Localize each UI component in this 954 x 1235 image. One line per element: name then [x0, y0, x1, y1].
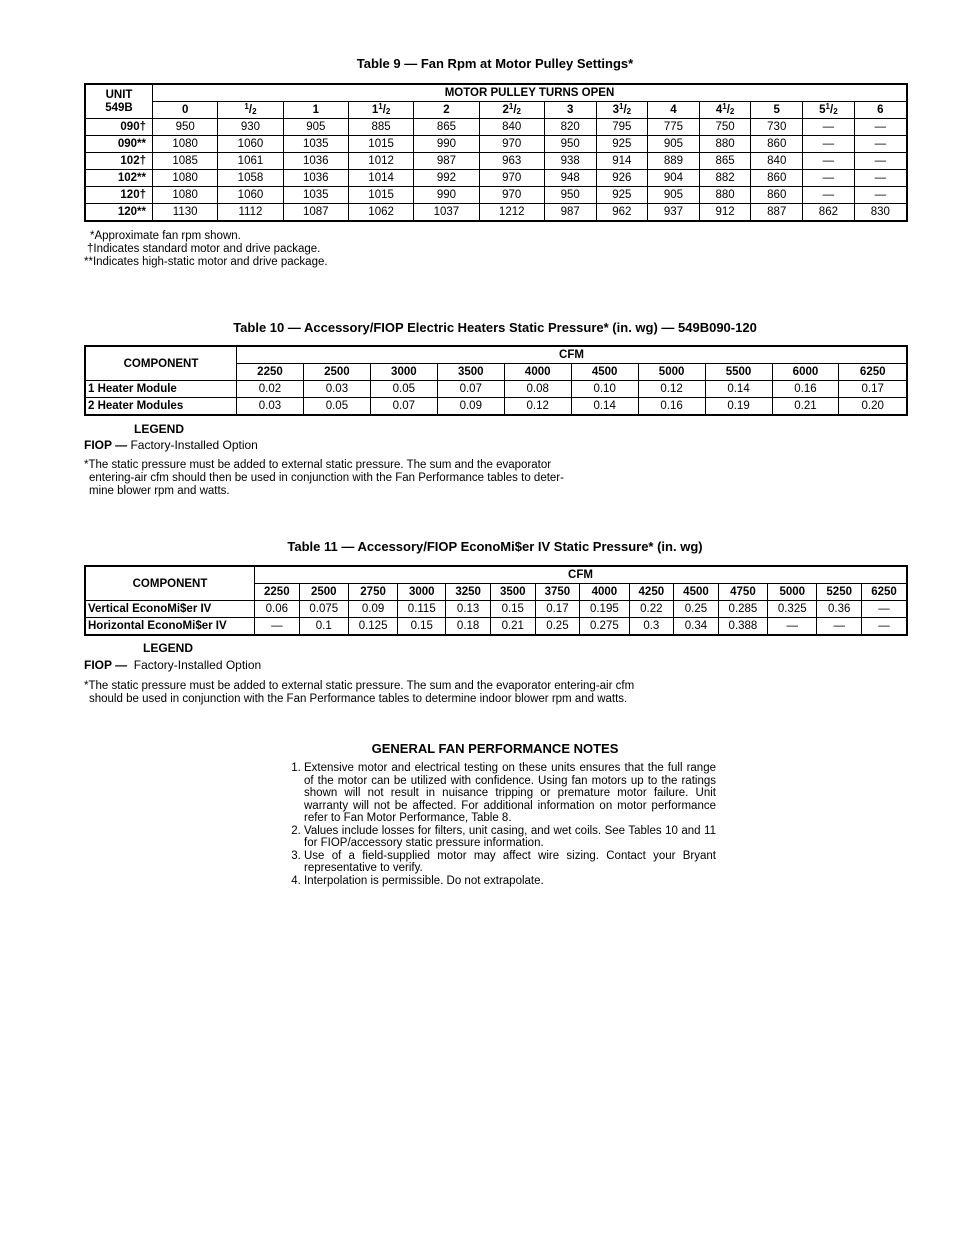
rpm-cell: 775	[648, 119, 700, 136]
table-row	[85, 398, 907, 416]
pressure-cell: 0.17	[535, 601, 580, 618]
pressure-cell: 0.15	[490, 601, 535, 618]
legend-text: Factory-Installed Option	[130, 438, 258, 452]
pressure-cell: 0.20	[839, 398, 907, 416]
footnote-line: *The static pressure must be added to external static pressure. The sum and the evaporator	[84, 459, 552, 471]
rpm-cell: 1060	[218, 136, 283, 153]
footnote: **Indicates high-static motor and drive package.	[84, 256, 328, 268]
table11-legend-title: LEGEND	[143, 641, 194, 655]
unit-cell: 102†	[85, 153, 153, 170]
unit-cell: 102**	[85, 170, 153, 187]
table10-component-header: COMPONENT	[85, 346, 237, 381]
col-header: 3	[544, 102, 596, 119]
pressure-cell: 0.12	[638, 381, 705, 398]
pressure-cell: 0.195	[580, 601, 629, 618]
table-row	[85, 170, 907, 187]
table10-group-header: CFM	[237, 346, 908, 364]
pressure-cell: —	[768, 618, 817, 636]
table11-title: Table 11 — Accessory/FIOP EconoMi$er IV Static Pressure* (in. wg)	[287, 539, 703, 554]
table-row	[85, 187, 907, 204]
cfm-col-header: 3000	[370, 364, 437, 381]
rpm-cell: 1080	[153, 136, 218, 153]
table10-footnote	[84, 459, 564, 498]
rpm-cell: —	[854, 119, 907, 136]
legend-key: FIOP —	[84, 658, 128, 672]
rpm-cell: 904	[648, 170, 700, 187]
rpm-cell: 750	[699, 119, 751, 136]
rpm-cell: 905	[648, 187, 700, 204]
footnote-line: entering-air cfm should then be used in conjunction with the Fan Performance tables to deter-	[89, 472, 564, 484]
cfm-col-header: 6250	[862, 584, 907, 601]
pressure-cell: 0.3	[629, 618, 674, 636]
rpm-cell: 1087	[283, 204, 348, 222]
rpm-cell: 912	[699, 204, 751, 222]
cfm-col-header: 5500	[705, 364, 772, 381]
rpm-cell: 1015	[348, 187, 413, 204]
rpm-cell: 1015	[348, 136, 413, 153]
rpm-cell: 865	[699, 153, 751, 170]
legend-text: Factory-Installed Option	[133, 658, 262, 672]
rpm-cell: 1058	[218, 170, 283, 187]
rpm-cell: 925	[596, 187, 648, 204]
rpm-cell: 1062	[348, 204, 413, 222]
pressure-cell: —	[862, 618, 907, 636]
pressure-cell: 0.285	[718, 601, 767, 618]
rpm-cell: 905	[283, 119, 348, 136]
cfm-col-header: 5000	[768, 584, 817, 601]
pressure-cell: —	[862, 601, 907, 618]
pressure-cell: 0.125	[348, 618, 397, 636]
component-cell: Horizontal EconoMi$er IV	[85, 618, 255, 636]
rpm-cell: 1212	[479, 204, 544, 222]
rpm-cell: 1130	[153, 204, 218, 222]
cfm-col-header: 3500	[437, 364, 504, 381]
table9	[84, 83, 908, 222]
pressure-cell: 0.14	[571, 398, 638, 416]
cfm-col-header: 6250	[839, 364, 907, 381]
pressure-cell: 0.22	[629, 601, 674, 618]
rpm-cell: 987	[414, 153, 479, 170]
table9-title: Table 9 — Fan Rpm at Motor Pulley Settings*	[356, 56, 634, 71]
footnote-line: should be used in conjunction with the Fan Performance tables to determine indoor blower rpm and watts.	[89, 693, 628, 705]
rpm-cell: —	[854, 136, 907, 153]
rpm-cell: 990	[414, 136, 479, 153]
col-header: $4^1/_2$	[699, 102, 751, 119]
notes-title: GENERAL FAN PERFORMANCE NOTES	[371, 741, 619, 756]
rpm-cell: 970	[479, 136, 544, 153]
table9-unit-header: UNIT 549B	[85, 84, 153, 119]
pressure-cell: 0.14	[705, 381, 772, 398]
rpm-cell: 889	[648, 153, 700, 170]
cfm-col-header: 5000	[638, 364, 705, 381]
cfm-col-header: 4000	[504, 364, 571, 381]
footnote-line: mine blower rpm and watts.	[89, 485, 230, 497]
pressure-cell: 0.275	[580, 618, 629, 636]
rpm-cell: 1035	[283, 187, 348, 204]
rpm-cell: 860	[751, 136, 803, 153]
rpm-cell: 1112	[218, 204, 283, 222]
rpm-cell: 938	[544, 153, 596, 170]
pressure-cell: 0.05	[370, 381, 437, 398]
col-header: $1^1/_2$	[348, 102, 413, 119]
rpm-cell: 914	[596, 153, 648, 170]
footnote: †Indicates standard motor and drive package.	[87, 243, 321, 255]
rpm-cell: 1085	[153, 153, 218, 170]
rpm-cell: 840	[479, 119, 544, 136]
cfm-col-header: 2250	[255, 584, 300, 601]
cfm-col-header: 4250	[629, 584, 674, 601]
table11	[84, 565, 908, 636]
rpm-cell: 970	[479, 170, 544, 187]
pressure-cell: 0.15	[398, 618, 446, 636]
rpm-cell: 840	[751, 153, 803, 170]
rpm-cell: 930	[218, 119, 283, 136]
rpm-cell: 860	[751, 187, 803, 204]
pressure-cell: 0.18	[446, 618, 491, 636]
pressure-cell: 0.13	[446, 601, 491, 618]
rpm-cell: 862	[803, 204, 855, 222]
rpm-cell: 1036	[283, 153, 348, 170]
pressure-cell: 0.19	[705, 398, 772, 416]
cfm-col-header: 3250	[446, 584, 491, 601]
note-item: 1. Extensive motor and electrical testing on these units ensures that the full range of the motor can be utilized with confidence. Using fan motors up to the ratings shown will not result in nuisance tripping or premature motor failure. Unit warranty will not be affected. For additional information on motor performance refer to Fan Motor Performance, Table 8.	[304, 762, 716, 825]
col-header: $^1/_2$	[218, 102, 283, 119]
col-header: 2	[414, 102, 479, 119]
component-cell: 1 Heater Module	[85, 381, 237, 398]
cfm-col-header: 3500	[490, 584, 535, 601]
rpm-cell: 880	[699, 187, 751, 204]
pressure-cell: 0.075	[299, 601, 348, 618]
pressure-cell: 0.325	[768, 601, 817, 618]
pressure-cell: 0.03	[303, 381, 370, 398]
pressure-cell: 0.10	[571, 381, 638, 398]
table11-component-header: COMPONENT	[85, 566, 255, 601]
rpm-cell: 1014	[348, 170, 413, 187]
footnote-line: *The static pressure must be added to external static pressure. The sum and the evaporator entering-air cfm	[84, 680, 635, 692]
cfm-col-header: 5250	[817, 584, 862, 601]
rpm-cell: 963	[479, 153, 544, 170]
col-header: 1	[283, 102, 348, 119]
table-row	[85, 119, 907, 136]
table11-footnote	[84, 680, 634, 706]
rpm-cell: 937	[648, 204, 700, 222]
rpm-cell: —	[854, 153, 907, 170]
pressure-cell: 0.115	[398, 601, 446, 618]
rpm-cell: —	[803, 170, 855, 187]
rpm-cell: —	[854, 187, 907, 204]
cfm-col-header: 2750	[348, 584, 397, 601]
table-row	[85, 601, 907, 618]
table11-legend-row	[84, 658, 261, 672]
rpm-cell: —	[854, 170, 907, 187]
pressure-cell: —	[817, 618, 862, 636]
pressure-cell: 0.17	[839, 381, 907, 398]
pressure-cell: 0.25	[535, 618, 580, 636]
rpm-cell: 860	[751, 170, 803, 187]
pressure-cell: 0.02	[237, 381, 304, 398]
rpm-cell: 1035	[283, 136, 348, 153]
pressure-cell: 0.09	[437, 398, 504, 416]
notes-list	[290, 762, 716, 887]
cfm-col-header: 4500	[571, 364, 638, 381]
rpm-cell: 865	[414, 119, 479, 136]
rpm-cell: 882	[699, 170, 751, 187]
rpm-cell: 926	[596, 170, 648, 187]
col-header: 6	[854, 102, 907, 119]
rpm-cell: 970	[479, 187, 544, 204]
unit-cell: 120†	[85, 187, 153, 204]
pressure-cell: 0.21	[772, 398, 839, 416]
pressure-cell: 0.25	[674, 601, 719, 618]
rpm-cell: 950	[544, 187, 596, 204]
table-row	[85, 204, 907, 222]
table11-group-header: CFM	[255, 566, 908, 584]
pressure-cell: 0.34	[674, 618, 719, 636]
pressure-cell: 0.16	[772, 381, 839, 398]
pressure-cell: 0.07	[437, 381, 504, 398]
rpm-cell: 905	[648, 136, 700, 153]
rpm-cell: 1012	[348, 153, 413, 170]
rpm-cell: 990	[414, 187, 479, 204]
rpm-cell: 950	[544, 136, 596, 153]
rpm-cell: 795	[596, 119, 648, 136]
rpm-cell: 885	[348, 119, 413, 136]
pressure-cell: 0.36	[817, 601, 862, 618]
rpm-cell: —	[803, 136, 855, 153]
cfm-col-header: 2250	[237, 364, 304, 381]
note-item: 4. Interpolation is permissible. Do not extrapolate.	[304, 875, 716, 888]
rpm-cell: 1080	[153, 187, 218, 204]
table-row	[85, 381, 907, 398]
rpm-cell: 820	[544, 119, 596, 136]
component-cell: 2 Heater Modules	[85, 398, 237, 416]
table10	[84, 345, 908, 416]
rpm-cell: 1060	[218, 187, 283, 204]
note-item: 3. Use of a field-supplied motor may affect wire sizing. Contact your Bryant representative to verify.	[304, 850, 716, 875]
rpm-cell: 1036	[283, 170, 348, 187]
rpm-cell: —	[803, 187, 855, 204]
table10-legend-title: LEGEND	[134, 422, 185, 436]
rpm-cell: 962	[596, 204, 648, 222]
rpm-cell: 880	[699, 136, 751, 153]
rpm-cell: 887	[751, 204, 803, 222]
cfm-col-header: 4750	[718, 584, 767, 601]
table10-title: Table 10 — Accessory/FIOP Electric Heaters Static Pressure* (in. wg) — 549B090-120	[233, 320, 757, 335]
rpm-cell: —	[803, 119, 855, 136]
col-header: 4	[648, 102, 700, 119]
footnote: *Approximate fan rpm shown.	[90, 230, 241, 242]
pressure-cell: 0.06	[255, 601, 300, 618]
pressure-cell: 0.1	[299, 618, 348, 636]
cfm-col-header: 2500	[299, 584, 348, 601]
rpm-cell: 948	[544, 170, 596, 187]
pressure-cell: —	[255, 618, 300, 636]
unit-cell: 120**	[85, 204, 153, 222]
rpm-cell: 925	[596, 136, 648, 153]
unit-cell: 090**	[85, 136, 153, 153]
col-header: 0	[153, 102, 218, 119]
rpm-cell: 730	[751, 119, 803, 136]
unit-cell: 090†	[85, 119, 153, 136]
pressure-cell: 0.09	[348, 601, 397, 618]
pressure-cell: 0.08	[504, 381, 571, 398]
pressure-cell: 0.388	[718, 618, 767, 636]
table9-group-header: MOTOR PULLEY TURNS OPEN	[153, 84, 908, 102]
pressure-cell: 0.21	[490, 618, 535, 636]
table-row	[85, 153, 907, 170]
cfm-col-header: 3000	[398, 584, 446, 601]
pressure-cell: 0.16	[638, 398, 705, 416]
pressure-cell: 0.12	[504, 398, 571, 416]
cfm-col-header: 3750	[535, 584, 580, 601]
table-row	[85, 136, 907, 153]
rpm-cell: —	[803, 153, 855, 170]
cfm-col-header: 4000	[580, 584, 629, 601]
table-row	[85, 618, 907, 636]
pressure-cell: 0.03	[237, 398, 304, 416]
col-header: $2^1/_2$	[479, 102, 544, 119]
cfm-col-header: 4500	[674, 584, 719, 601]
rpm-cell: 987	[544, 204, 596, 222]
pressure-cell: 0.07	[370, 398, 437, 416]
rpm-cell: 1061	[218, 153, 283, 170]
table10-legend-row	[84, 438, 258, 452]
legend-key: FIOP —	[84, 438, 128, 452]
pressure-cell: 0.05	[303, 398, 370, 416]
component-cell: Vertical EconoMi$er IV	[85, 601, 255, 618]
rpm-cell: 950	[153, 119, 218, 136]
col-header: 5	[751, 102, 803, 119]
cfm-col-header: 6000	[772, 364, 839, 381]
col-header: $3^1/_2$	[596, 102, 648, 119]
note-item: 2. Values include losses for filters, unit casing, and wet coils. See Tables 10 and 11 for FIOP/accessory static pressure information.	[304, 825, 716, 850]
rpm-cell: 830	[854, 204, 907, 222]
rpm-cell: 1080	[153, 170, 218, 187]
table9-footnotes	[84, 230, 328, 269]
rpm-cell: 1037	[414, 204, 479, 222]
rpm-cell: 992	[414, 170, 479, 187]
cfm-col-header: 2500	[303, 364, 370, 381]
col-header: $5^1/_2$	[803, 102, 855, 119]
